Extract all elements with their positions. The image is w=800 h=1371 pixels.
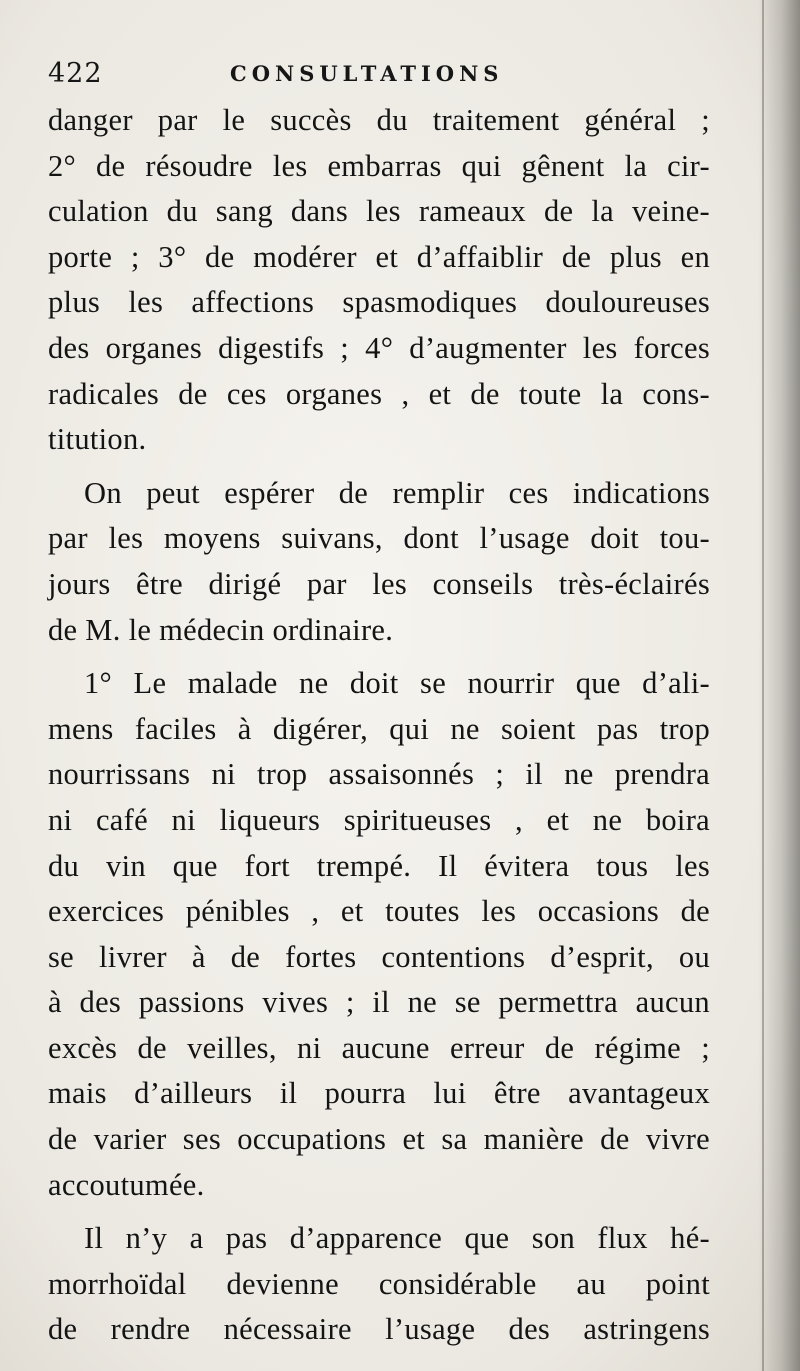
text-line: culation du sang dans les rameaux de la veine- (48, 194, 710, 229)
text-line: nourrissans ni trop assaisonnés ; il ne prendra (48, 757, 710, 792)
text-line: plus les affections spasmodiques douloureuses (48, 285, 710, 320)
text-line: exercices pénibles , et toutes les occasions de (48, 894, 710, 929)
text-line: des organes digestifs ; 4° d’augmenter les forces (48, 330, 710, 365)
text-line: mens faciles à digérer, qui ne soient pas trop (48, 711, 710, 746)
body-text (48, 98, 710, 1353)
page-number: 422 (48, 58, 103, 89)
text-line: de M. le médecin ordinaire. (48, 612, 394, 647)
paragraph-start-line: Il n’y a pas d’apparence que son flux hé- (84, 1221, 710, 1256)
page-spine-edge (762, 0, 764, 1371)
text-line: se livrer à de fortes contentions d’esprit, ou (48, 939, 710, 974)
text-line: danger par le succès du traitement général ; (48, 103, 710, 137)
running-head (48, 52, 708, 92)
text-line: du vin que fort trempé. Il évitera tous les (48, 848, 710, 883)
text-line: mais d’ailleurs il pourra lui être avantageux (48, 1076, 710, 1111)
page-spine-shadow (758, 0, 800, 1371)
text-line: à des passions vives ; il ne se permettra aucun (48, 985, 710, 1020)
text-line: porte ; 3° de modérer et d’affaiblir de plus en (48, 239, 710, 274)
text-line: par les moyens suivans, dont l’usage doit tou- (48, 521, 710, 556)
text-line: 2° de résoudre les embarras qui gênent la cir- (48, 148, 710, 183)
text-line: morrhoïdal devienne considérable au point (48, 1266, 710, 1301)
paragraph-start-line: 1° Le malade ne doit se nourrir que d’ali- (84, 666, 710, 701)
text-line: de varier ses occupations et sa manière de vivre (48, 1122, 710, 1157)
text-line: excès de veilles, ni aucune erreur de régime ; (48, 1030, 710, 1065)
text-line: ni café ni liqueurs spiritueuses , et ne boira (48, 802, 710, 837)
text-line: radicales de ces organes , et de toute la cons- (48, 376, 710, 411)
running-title: CONSULTATIONS (230, 61, 504, 86)
text-line: de rendre nécessaire l’usage des astringens (48, 1312, 710, 1347)
paragraph-start-line: On peut espérer de remplir ces indications (84, 475, 710, 510)
text-line: accoutumée. (48, 1167, 205, 1202)
text-line: jours être dirigé par les conseils très-éclairés (48, 566, 710, 601)
text-line: titution. (48, 422, 147, 457)
